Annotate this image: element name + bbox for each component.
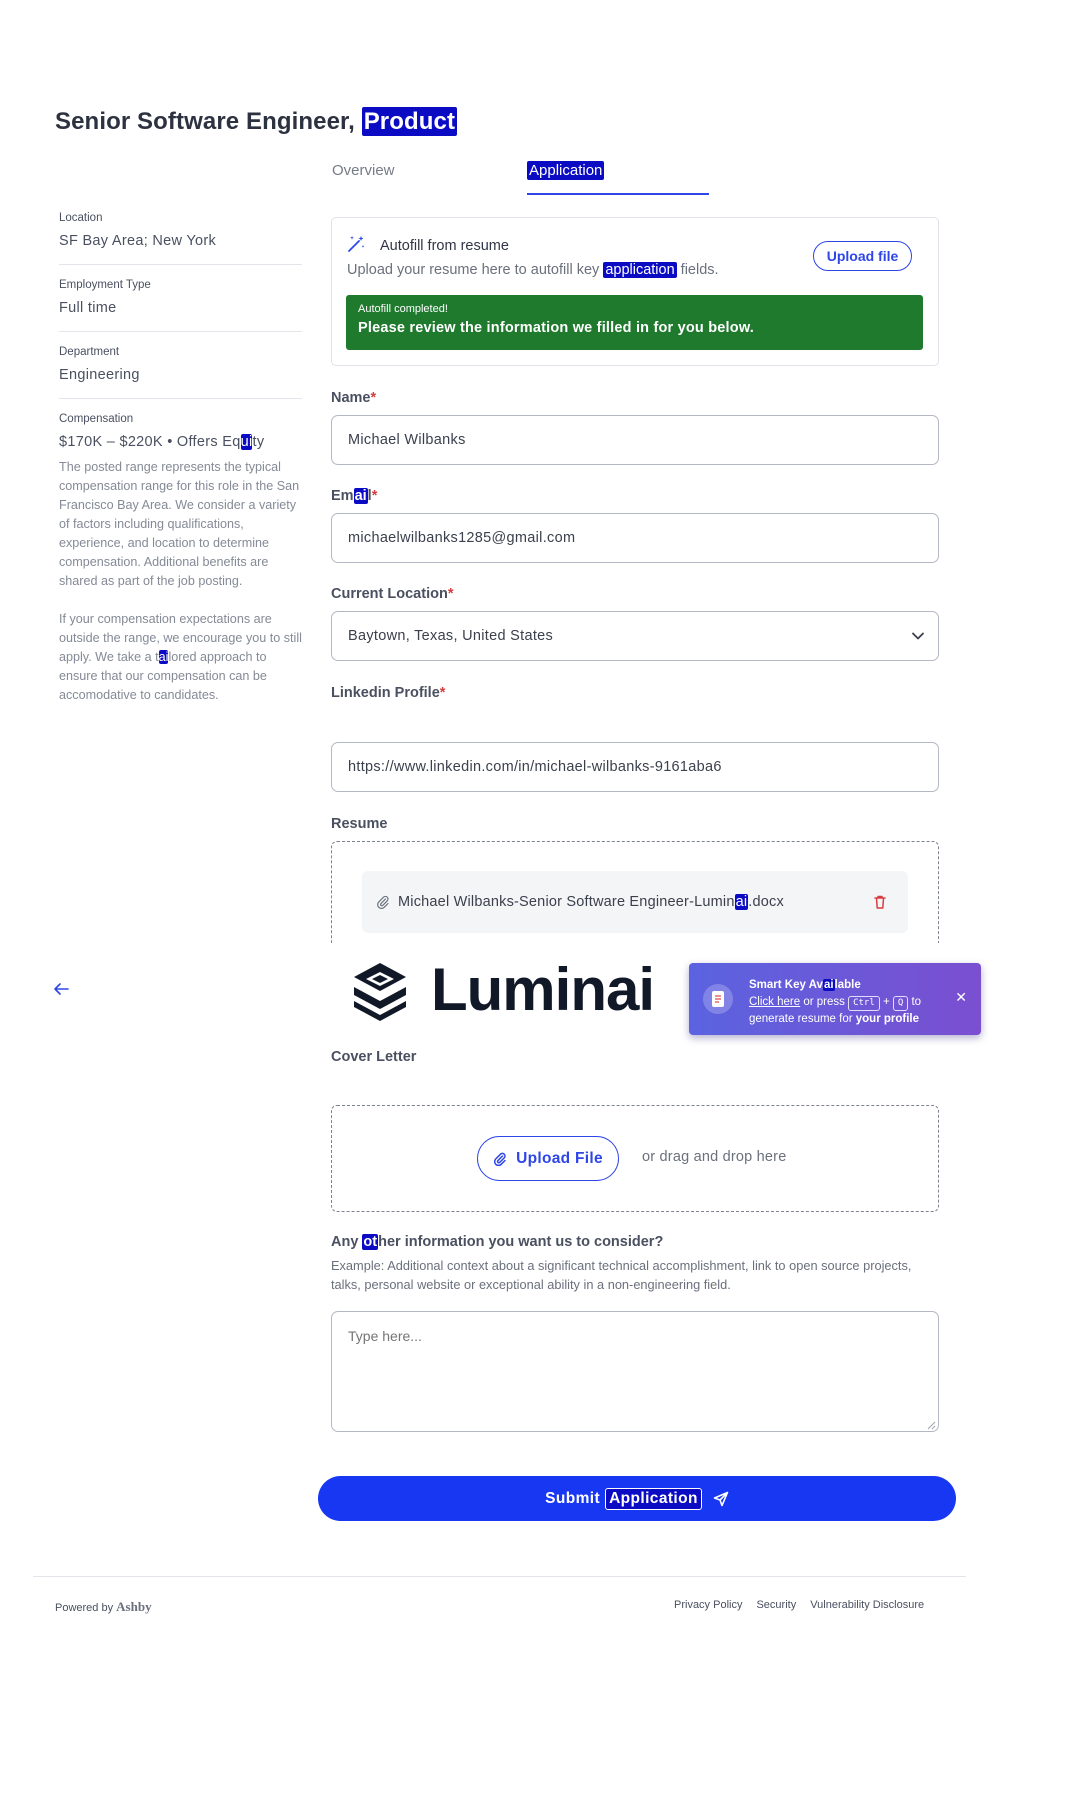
employment-type-value: Full time: [59, 300, 117, 316]
smart-key-popup-line2: [749, 994, 921, 1011]
compensation-paragraph-2-highlight: ai: [158, 650, 169, 664]
current-location-select[interactable]: [331, 611, 939, 661]
compensation-paragraph-2: [59, 610, 302, 705]
drag-drop-hint: or drag and drop here: [642, 1149, 787, 1165]
send-icon: [713, 1491, 729, 1507]
email-label-end: l: [367, 488, 372, 504]
department-value: Engineering: [59, 367, 140, 383]
compensation-paragraph-2-text: If your compensation expectations are outside the range, we encourage you to still apply. We take a t: [59, 612, 302, 664]
current-location-label-text: Current Location: [331, 586, 448, 602]
submit-label-highlight: Application: [606, 1489, 701, 1509]
autofill-subtitle-highlight: application: [605, 262, 675, 278]
other-info-label-end: her information you want us to consider?: [378, 1234, 664, 1250]
required-asterisk: *: [447, 586, 454, 602]
required-asterisk: *: [371, 488, 378, 504]
linkedin-input[interactable]: https://www.linkedin.com/in/michael-wilbanks-9161aba6: [331, 742, 939, 792]
tab-bar: [331, 162, 709, 196]
smart-key-popup-text: [749, 977, 921, 1028]
paperclip-icon: [376, 895, 390, 909]
smart-key-popup[interactable]: [689, 963, 981, 1035]
resume-dropzone[interactable]: [331, 841, 939, 943]
autofill-subtitle: [347, 262, 719, 278]
tab-application-label: Application: [529, 162, 603, 179]
required-asterisk: *: [370, 390, 377, 406]
linkedin-label-text: Linkedin Profile: [331, 685, 440, 701]
smart-key-line3-text: generate resume for: [749, 1013, 856, 1025]
compensation-paragraph-2-end: lored approach to ensure that our compensation can be accomodative to candidates.: [59, 650, 267, 702]
other-info-label-highlight: ot: [363, 1234, 378, 1250]
autofill-card: [331, 217, 939, 366]
trash-icon[interactable]: [872, 894, 888, 910]
paperclip-icon: [493, 1152, 507, 1166]
linkedin-label: [331, 685, 445, 701]
location-label: Location: [59, 212, 103, 224]
autofill-success-small: Autofill completed!: [358, 303, 448, 315]
department-label: Department: [59, 346, 120, 358]
autofill-title: Autofill from resume: [380, 238, 509, 254]
required-asterisk: *: [439, 685, 446, 701]
job-title-highlight: Product: [363, 108, 456, 135]
submit-label: Submit: [545, 1489, 601, 1507]
compensation-description: [59, 458, 302, 705]
autofill-subtitle-end: fields.: [676, 262, 719, 278]
autofill-success-message: Please review the information we filled in for you below.: [358, 320, 754, 336]
job-title-text: Senior Software Engineer,: [55, 108, 362, 135]
current-location-label: [331, 586, 453, 602]
department-block: [59, 346, 302, 399]
privacy-policy-link[interactable]: Privacy Policy: [674, 1599, 743, 1611]
resize-grip-icon[interactable]: [927, 1421, 936, 1430]
compensation-text-end: ty: [252, 434, 265, 450]
powered-by: [55, 1599, 152, 1615]
name-label-text: Name: [331, 390, 371, 406]
chevron-down-icon: [911, 629, 925, 643]
note-icon: [703, 984, 733, 1014]
other-info-textarea[interactable]: [331, 1311, 939, 1432]
cover-letter-label: Cover Letter: [331, 1049, 417, 1065]
security-link[interactable]: Security: [756, 1599, 797, 1611]
tab-application[interactable]: [527, 162, 604, 179]
cover-letter-upload-button[interactable]: [477, 1136, 619, 1181]
compensation-block: [59, 413, 302, 739]
employment-type-label: Employment Type: [59, 279, 151, 291]
other-info-label: [331, 1234, 663, 1250]
submit-application-button[interactable]: [318, 1476, 956, 1521]
email-input[interactable]: michaelwilbanks1285@gmail.com: [331, 513, 939, 563]
autofill-success-banner: [346, 295, 923, 350]
tab-overview[interactable]: Overview: [332, 162, 395, 179]
smart-key-line3-bold: your profile: [855, 1013, 920, 1025]
smart-key-popup-title: [749, 977, 921, 994]
footer-links: [674, 1599, 924, 1611]
name-input[interactable]: Michael Wilbanks: [331, 415, 939, 465]
resume-file-chip: [362, 871, 908, 933]
smart-key-to: to: [908, 996, 922, 1008]
cover-letter-dropzone[interactable]: [331, 1105, 939, 1212]
compensation-text: $170K – $220K • Offers Eq: [59, 434, 241, 450]
location-block: [59, 212, 302, 265]
employment-type-block: [59, 279, 302, 332]
autofill-upload-button[interactable]: Upload file: [813, 241, 912, 271]
compensation-value: [59, 434, 302, 450]
other-info-label-text: Any: [331, 1234, 363, 1250]
resume-file-name-end: .docx: [748, 894, 784, 910]
compensation-highlight: ui: [240, 434, 253, 450]
active-tab-indicator: [527, 193, 709, 195]
current-location-value: Baytown, Texas, United States: [348, 628, 554, 644]
smart-key-or-press: or press: [800, 996, 849, 1008]
email-label-highlight: ai: [354, 488, 367, 504]
smart-key-popup-line3: [749, 1011, 921, 1028]
back-arrow-icon[interactable]: [52, 981, 70, 997]
ctrl-key: Ctrl: [848, 996, 880, 1011]
compensation-label: Compensation: [59, 413, 134, 425]
email-label-text: Em: [331, 488, 354, 504]
ashby-logo[interactable]: Ashby: [116, 1599, 152, 1614]
other-info-description: Example: Additional context about a significant technical accomplishment, link to open source projects, talks, personal website or exceptional ability in a non-engineering field.: [331, 1258, 912, 1292]
q-key: Q: [893, 996, 908, 1011]
smart-key-click-here-link[interactable]: Click here: [749, 996, 801, 1008]
resume-file-name-text: Michael Wilbanks-Senior Software Engineer-Lumin: [398, 894, 735, 910]
footer-divider: [33, 1576, 966, 1577]
magic-wand-icon: [346, 234, 366, 254]
resume-file-name: [398, 894, 784, 910]
luminai-logo: [349, 956, 655, 1024]
autofill-subtitle-text: Upload your resume here to autofill key: [347, 262, 604, 278]
vulnerability-disclosure-link[interactable]: Vulnerability Disclosure: [810, 1599, 925, 1611]
compensation-paragraph-1: The posted range represents the typical compensation range for this role in the San Francisco Bay Area. We consider a variety of factors including qualifications, experience, and location to determine compensation. Additional benefits are shared as part of the job posting.: [59, 460, 300, 588]
email-label: [331, 488, 377, 504]
smart-key-plus: +: [879, 996, 893, 1008]
job-title: [55, 108, 457, 136]
name-label: [331, 390, 376, 406]
smart-key-title-highlight: ai: [823, 979, 834, 991]
location-value: SF Bay Area; New York: [59, 233, 217, 249]
close-icon[interactable]: ✕: [955, 989, 967, 1005]
luminai-logo-text: Luminai: [431, 956, 655, 1023]
resume-file-name-highlight: ai: [735, 894, 748, 910]
job-details-sidebar: [59, 212, 302, 753]
luminai-logo-mark: [349, 960, 411, 1022]
resume-label: Resume: [331, 816, 388, 832]
smart-key-title-end: lable: [834, 979, 861, 991]
cover-letter-upload-label: Upload File: [516, 1149, 603, 1167]
smart-key-title-text: Smart Key Av: [749, 979, 823, 991]
powered-by-text: Powered by: [55, 1602, 117, 1614]
